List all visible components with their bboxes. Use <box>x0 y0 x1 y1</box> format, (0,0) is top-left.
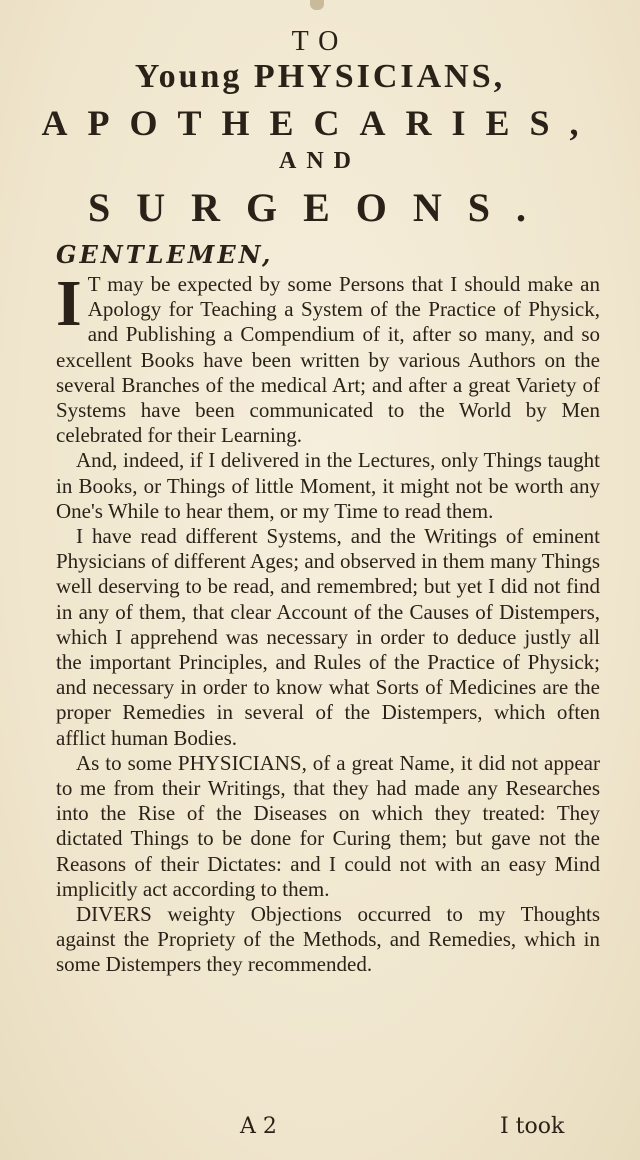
catchword: I took <box>500 1114 565 1139</box>
dedication-line-physicians: Young PHYSICIANS, <box>134 58 506 95</box>
paragraph-5: DIVERS weighty Objections occurred to my Thoughts against the Propriety of the Methods, and Remedies, which in some Distempers they recommended. <box>56 902 600 977</box>
paragraph-3: I have read different Systems, and the Writings of eminent Physicians of different Ages; and observed in them many Things well deserving to be read, and remembred; but yet I did not find in any of them, that clear Account of the Causes of Distempers, which I apprehend was necessary in order to deduce justly all the important Principles, and Rules of the Practice of Physick; and necessary in order to know what Sorts of Medicines are the proper Remedies in several of the Distempers, which often afflict human Bodies. <box>56 524 600 750</box>
page-tab-mark <box>310 0 324 10</box>
salutation: GENTLEMEN, <box>56 240 274 269</box>
paragraph-1 <box>56 267 600 448</box>
paragraph-2: And, indeed, if I delivered in the Lectures, only Things taught in Books, or Things of little Moment, it might not be worth any One's While to hear them, or my Time to read them. <box>56 448 600 523</box>
dedication-line-apothecaries: APOTHECARIES, <box>41 103 599 143</box>
drop-cap: I <box>56 267 82 340</box>
dedication-to: TO <box>291 26 349 57</box>
paragraph-4: As to some PHYSICIANS, of a great Name, it did not appear to me from their Writings, that they had made any Researches into the Rise of the Diseases on which they treated: They dictated Things to be done for Curing them; but gave not the Reasons of their Dictates: and I could not with an easy Mind implicitly act according to them. <box>56 750 600 901</box>
paragraph-1-text: T may be expected by some Persons that I should make an Apology for Teaching a System of the Practice of Physick, and Publishing a Compendium of it, after so many, and so excellent Books have been written by various Authors on the several Branches of the medical Art; and after a great Variety of Systems have been communicated to the World by Men celebrated for their Learning. <box>56 272 600 448</box>
dedication-line-surgeons: SURGEONS. <box>87 185 553 230</box>
dedication-line-and: AND <box>279 148 361 174</box>
signature-mark: A 2 <box>240 1114 277 1139</box>
body-text <box>56 267 600 978</box>
